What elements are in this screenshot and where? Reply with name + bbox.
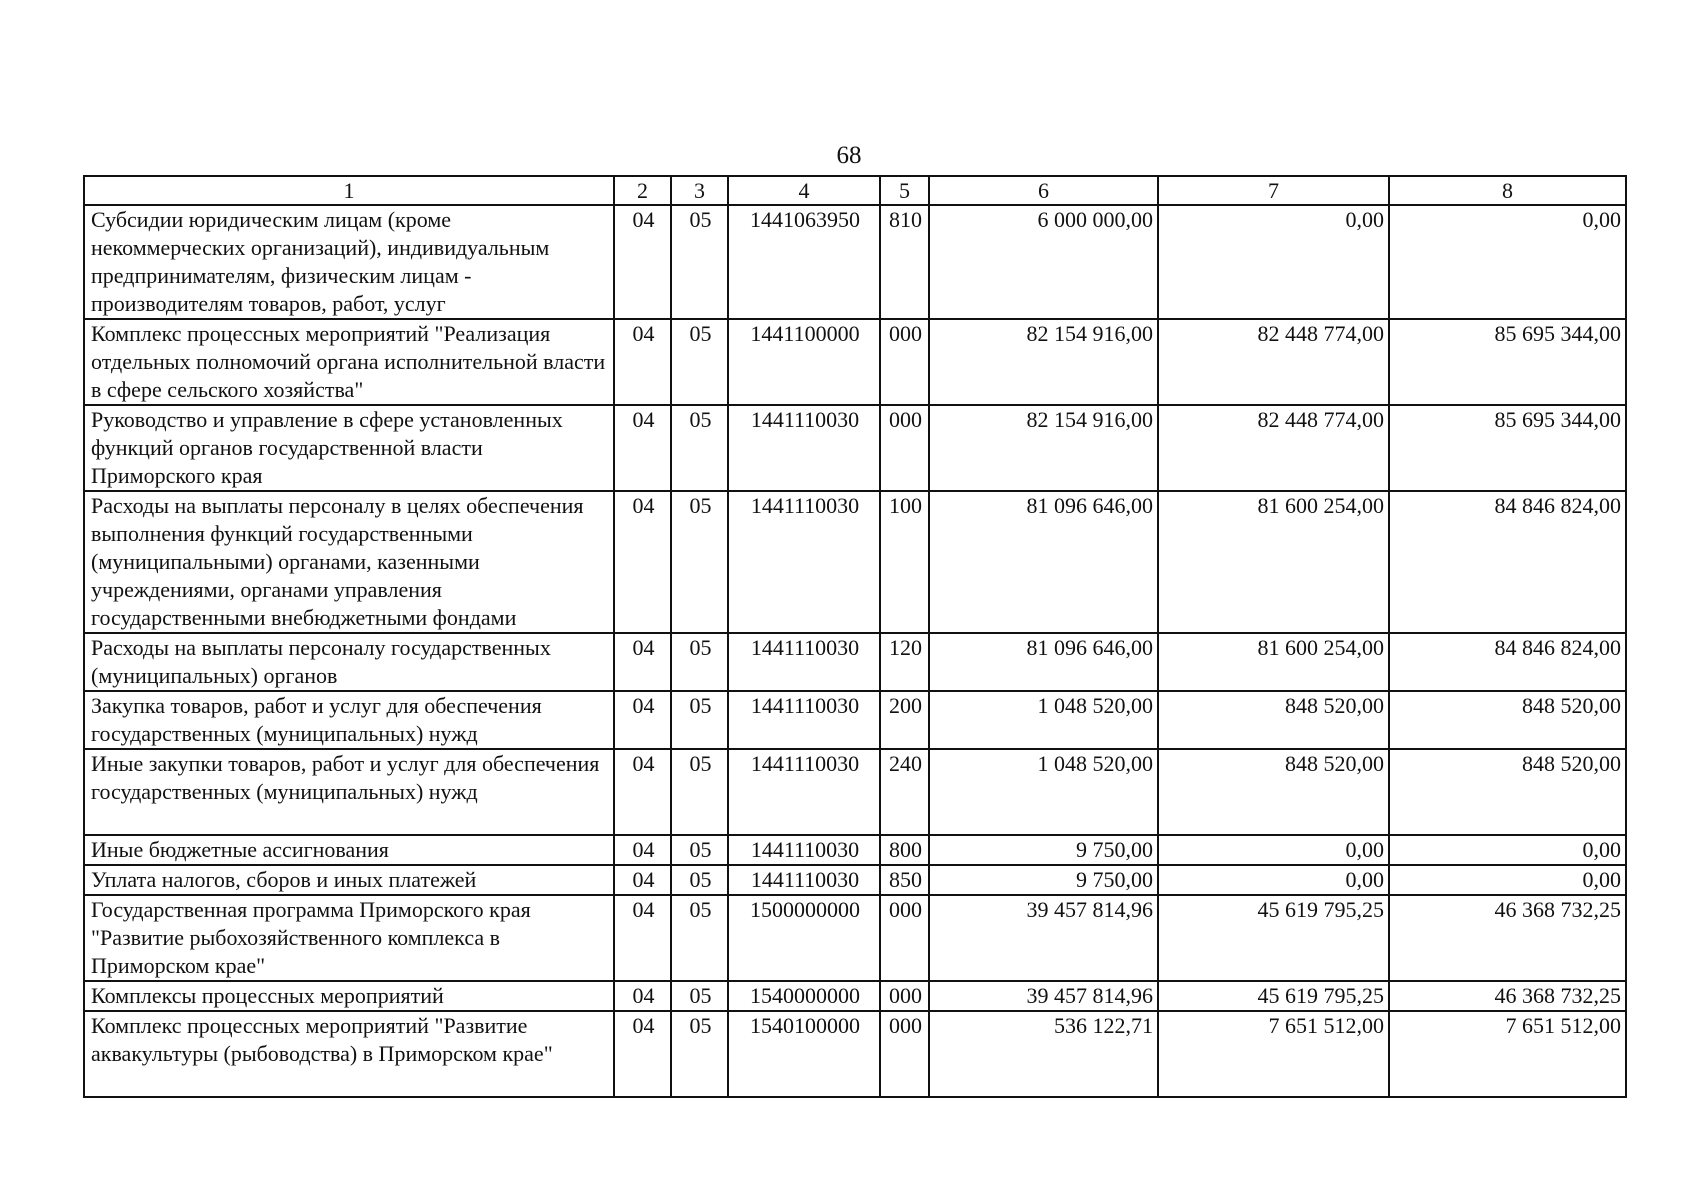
subsection-code: 05 — [671, 895, 728, 981]
amount-col-7: 82 448 774,00 — [1158, 405, 1389, 491]
amount-col-8: 84 846 824,00 — [1389, 491, 1626, 633]
section-code: 04 — [614, 633, 671, 691]
section-code: 04 — [614, 691, 671, 749]
expense-type-code: 000 — [880, 405, 929, 491]
target-code: 1441110030 — [728, 691, 880, 749]
table-row — [84, 491, 1626, 633]
table-row — [84, 895, 1626, 981]
expense-type-code: 000 — [880, 981, 929, 1011]
expense-type-code: 120 — [880, 633, 929, 691]
amount-col-7: 45 619 795,25 — [1158, 981, 1389, 1011]
row-name: Закупка товаров, работ и услуг для обеспечения государственных (муниципальных) нужд — [84, 691, 614, 749]
header-cell: 1 — [84, 176, 614, 205]
row-name: Иные бюджетные ассигнования — [84, 835, 614, 865]
table-row — [84, 835, 1626, 865]
target-code: 1441110030 — [728, 835, 880, 865]
amount-col-6: 9 750,00 — [929, 865, 1158, 895]
amount-col-8: 46 368 732,25 — [1389, 895, 1626, 981]
subsection-code: 05 — [671, 1011, 728, 1097]
amount-col-6: 39 457 814,96 — [929, 981, 1158, 1011]
header-cell: 8 — [1389, 176, 1626, 205]
table-row — [84, 1011, 1626, 1097]
section-code: 04 — [614, 205, 671, 319]
header-cell: 6 — [929, 176, 1158, 205]
subsection-code: 05 — [671, 405, 728, 491]
table-row — [84, 981, 1626, 1011]
row-name: Расходы на выплаты персоналу государственных (муниципальных) органов — [84, 633, 614, 691]
subsection-code: 05 — [671, 865, 728, 895]
table-row — [84, 319, 1626, 405]
row-name: Комплекс процессных мероприятий "Развитие аквакультуры (рыбоводства) в Приморском крае" — [84, 1011, 614, 1097]
section-code: 04 — [614, 749, 671, 835]
amount-col-7: 7 651 512,00 — [1158, 1011, 1389, 1097]
amount-col-7: 0,00 — [1158, 205, 1389, 319]
amount-col-7: 82 448 774,00 — [1158, 319, 1389, 405]
subsection-code: 05 — [671, 491, 728, 633]
row-name: Субсидии юридическим лицам (кроме некоммерческих организаций), индивидуальным предпринимателям, физическим лицам - производителям товаров, работ, услуг — [84, 205, 614, 319]
section-code: 04 — [614, 491, 671, 633]
section-code: 04 — [614, 405, 671, 491]
row-name: Руководство и управление в сфере установленных функций органов государственной власти Приморского края — [84, 405, 614, 491]
target-code: 1441110030 — [728, 491, 880, 633]
page-number: 68 — [836, 142, 862, 169]
row-name: Иные закупки товаров, работ и услуг для обеспечения государственных (муниципальных) нужд — [84, 749, 614, 835]
amount-col-6: 82 154 916,00 — [929, 319, 1158, 405]
header-row — [84, 176, 1626, 205]
subsection-code: 05 — [671, 749, 728, 835]
expense-type-code: 100 — [880, 491, 929, 633]
header-cell: 7 — [1158, 176, 1389, 205]
section-code: 04 — [614, 835, 671, 865]
header-cell: 3 — [671, 176, 728, 205]
section-code: 04 — [614, 981, 671, 1011]
amount-col-7: 0,00 — [1158, 835, 1389, 865]
expense-type-code: 800 — [880, 835, 929, 865]
expense-type-code: 000 — [880, 895, 929, 981]
expense-type-code: 200 — [880, 691, 929, 749]
amount-col-8: 85 695 344,00 — [1389, 319, 1626, 405]
amount-col-8: 7 651 512,00 — [1389, 1011, 1626, 1097]
amount-col-6: 81 096 646,00 — [929, 491, 1158, 633]
subsection-code: 05 — [671, 319, 728, 405]
table-row — [84, 405, 1626, 491]
row-name: Расходы на выплаты персоналу в целях обеспечения выполнения функций государственными (муниципальными) органами, казенными учреждениями, органами управления государственными внебюджетными фондами — [84, 491, 614, 633]
section-code: 04 — [614, 1011, 671, 1097]
amount-col-6: 9 750,00 — [929, 835, 1158, 865]
amount-col-8: 848 520,00 — [1389, 691, 1626, 749]
expense-type-code: 240 — [880, 749, 929, 835]
target-code: 1441100000 — [728, 319, 880, 405]
row-name: Государственная программа Приморского края "Развитие рыбохозяйственного комплекса в Приморском крае" — [84, 895, 614, 981]
table-row — [84, 691, 1626, 749]
amount-col-7: 848 520,00 — [1158, 749, 1389, 835]
target-code: 1441110030 — [728, 405, 880, 491]
expense-type-code: 000 — [880, 319, 929, 405]
amount-col-6: 81 096 646,00 — [929, 633, 1158, 691]
expense-type-code: 810 — [880, 205, 929, 319]
expense-type-code: 000 — [880, 1011, 929, 1097]
row-name: Уплата налогов, сборов и иных платежей — [84, 865, 614, 895]
amount-col-7: 0,00 — [1158, 865, 1389, 895]
amount-col-8: 85 695 344,00 — [1389, 405, 1626, 491]
target-code: 1441110030 — [728, 633, 880, 691]
subsection-code: 05 — [671, 835, 728, 865]
header-cell: 4 — [728, 176, 880, 205]
amount-col-6: 1 048 520,00 — [929, 749, 1158, 835]
subsection-code: 05 — [671, 205, 728, 319]
amount-col-8: 84 846 824,00 — [1389, 633, 1626, 691]
amount-col-8: 0,00 — [1389, 205, 1626, 319]
amount-col-8: 46 368 732,25 — [1389, 981, 1626, 1011]
target-code: 1441110030 — [728, 865, 880, 895]
table-row — [84, 205, 1626, 319]
row-name: Комплекс процессных мероприятий "Реализация отдельных полномочий органа исполнительной власти в сфере сельского хозяйства" — [84, 319, 614, 405]
amount-col-6: 39 457 814,96 — [929, 895, 1158, 981]
amount-col-8: 0,00 — [1389, 865, 1626, 895]
subsection-code: 05 — [671, 633, 728, 691]
target-code: 1500000000 — [728, 895, 880, 981]
section-code: 04 — [614, 895, 671, 981]
amount-col-6: 536 122,71 — [929, 1011, 1158, 1097]
subsection-code: 05 — [671, 981, 728, 1011]
amount-col-7: 81 600 254,00 — [1158, 491, 1389, 633]
header-cell: 5 — [880, 176, 929, 205]
header-cell: 2 — [614, 176, 671, 205]
amount-col-8: 0,00 — [1389, 835, 1626, 865]
table-row — [84, 633, 1626, 691]
amount-col-6: 82 154 916,00 — [929, 405, 1158, 491]
target-code: 1540100000 — [728, 1011, 880, 1097]
table-row — [84, 865, 1626, 895]
target-code: 1441063950 — [728, 205, 880, 319]
row-name: Комплексы процессных мероприятий — [84, 981, 614, 1011]
subsection-code: 05 — [671, 691, 728, 749]
amount-col-8: 848 520,00 — [1389, 749, 1626, 835]
target-code: 1540000000 — [728, 981, 880, 1011]
section-code: 04 — [614, 865, 671, 895]
table-row — [84, 749, 1626, 835]
expense-type-code: 850 — [880, 865, 929, 895]
amount-col-6: 6 000 000,00 — [929, 205, 1158, 319]
amount-col-7: 45 619 795,25 — [1158, 895, 1389, 981]
section-code: 04 — [614, 319, 671, 405]
amount-col-7: 848 520,00 — [1158, 691, 1389, 749]
budget-table — [83, 175, 1627, 1098]
amount-col-7: 81 600 254,00 — [1158, 633, 1389, 691]
amount-col-6: 1 048 520,00 — [929, 691, 1158, 749]
target-code: 1441110030 — [728, 749, 880, 835]
